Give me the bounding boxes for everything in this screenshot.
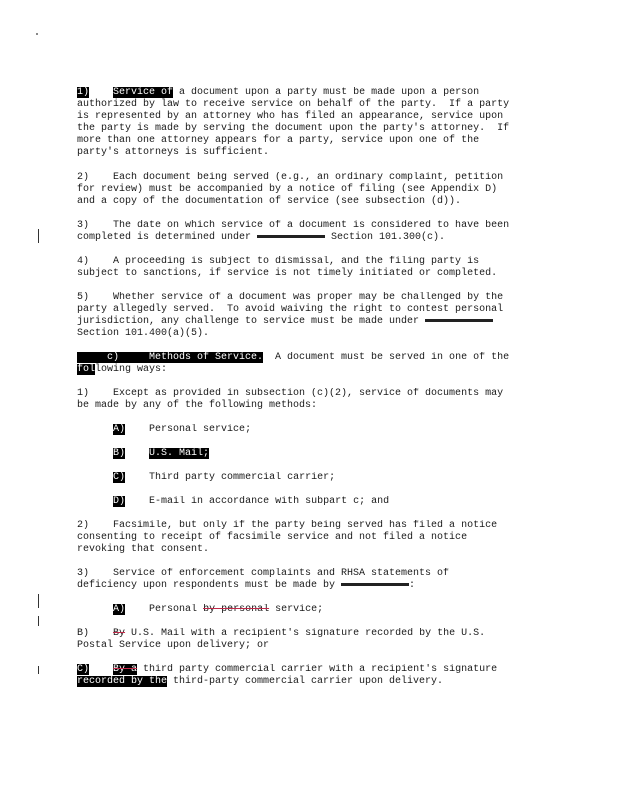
redaction-mark [341,583,409,586]
text-line: deficiency upon respondents must be made by [77,580,342,591]
item-letter: C) [113,472,126,483]
struck-text: By [113,628,126,639]
paragraph-number: B) [77,628,90,639]
text-line: authorized by law to receive service on behalf of the party. If a party [77,99,510,110]
text-line: party's attorneys is sufficient. [77,147,270,158]
change-bar-2 [38,594,39,608]
change-bar-4 [38,666,39,674]
text-line: the party is made by serving the document upon the party's attorney. If [77,123,510,134]
text-line: 3) The date on which service of a document is considered to have been [77,220,510,231]
highlighted-heading: c) Methods of Service. [77,352,264,363]
change-bar-1 [38,229,39,243]
text-line: party allegedly served. To avoid waiving the right to contest personal [77,304,504,315]
item-label: E-mail in accordance with subpart c; and [149,496,390,507]
text-line: completed is determined under [77,232,258,243]
text-line: 2) Each document being served (e.g., an ordinary complaint, petition [77,172,504,183]
text-line: 2) Facsimile, but only if the party being served has filed a notice [77,520,498,531]
paragraph-5 [77,292,537,340]
item-label: Personal service; [149,424,252,435]
text-line: for review) must be accompanied by a notice of filing (see Appendix D) [77,184,498,195]
item-letter: D) [113,496,126,507]
change-bar-3 [38,616,39,626]
text-line: revoking that consent. [77,544,210,555]
subsection-c-heading [77,352,537,376]
item-label: Third party commercial carrier; [149,472,336,483]
method-item-c [77,472,537,484]
text-line: A document must be served in one of the [263,352,510,363]
struck-text: by personal [203,604,270,615]
text-line: subject to sanctions, if service is not timely initiated or completed. [77,268,498,279]
item-letter: A) [113,424,126,435]
paragraph-3 [77,220,537,244]
text-line: Personal [149,604,204,615]
paragraph-2 [77,172,537,208]
highlighted-fragment: recorded by the [77,676,168,687]
method-item-b [77,448,537,460]
item-label: U.S. Mail; [149,448,210,459]
paragraph-number: 1) [77,87,90,98]
text-line: Postal Service upon delivery; or [77,640,270,651]
method-item-a [77,424,537,436]
highlighted-heading: Service of [113,87,174,98]
text-line: consenting to receipt of facsimile service and not filed a notice [77,532,468,543]
paragraph-c3c [77,664,537,688]
text-line: 5) Whether service of a document was proper may be challenged by the [77,292,504,303]
item-letter: A) [113,604,126,615]
paragraph-c3a [77,604,537,616]
text-line: jurisdiction, any challenge to service must be made under [77,316,426,327]
text-line: and a copy of the documentation of service (see subsection (d)). [77,196,462,207]
scan-speck [36,33,38,35]
paragraph-number: C) [77,664,90,675]
item-letter: B) [113,448,126,459]
text-line: service; [269,604,324,615]
text-line: 4) A proceeding is subject to dismissal, and the filing party is [77,256,480,267]
paragraph-c3 [77,568,537,592]
paragraph-c3b [77,628,537,652]
paragraph-1 [77,87,537,159]
paragraph-c2 [77,520,537,556]
text-line: third party commercial carrier with a recipient's signature [137,664,498,675]
text-line: is represented by an attorney who has filed an appearance, service upon [77,111,504,122]
text-line: be made by any of the following methods: [77,400,318,411]
redaction-mark [425,319,493,322]
text-line: 3) Service of enforcement complaints and RHSA statements of [77,568,450,579]
text-line: a document upon a party must be made upon a person [173,87,480,98]
text-line: U.S. Mail with a recipient's signature recorded by the U.S. [125,628,486,639]
method-item-d [77,496,537,508]
text-line: : [409,580,416,591]
text-line: Section 101.300(c). [325,232,446,243]
paragraph-4 [77,256,537,280]
redaction-mark [257,235,325,238]
struck-text: By a [113,664,138,675]
text-line: 1) Except as provided in subsection (c)(2), service of documents may [77,388,504,399]
text-line: Section 101.400(a)(5). [77,328,210,339]
text-line: third-party commercial carrier upon delivery. [167,676,444,687]
text-line: lowing ways: [95,364,168,375]
highlighted-fragment: fol [77,364,96,375]
text-line: more than one attorney appears for a party, service upon one of the [77,135,480,146]
paragraph-c1 [77,388,537,412]
